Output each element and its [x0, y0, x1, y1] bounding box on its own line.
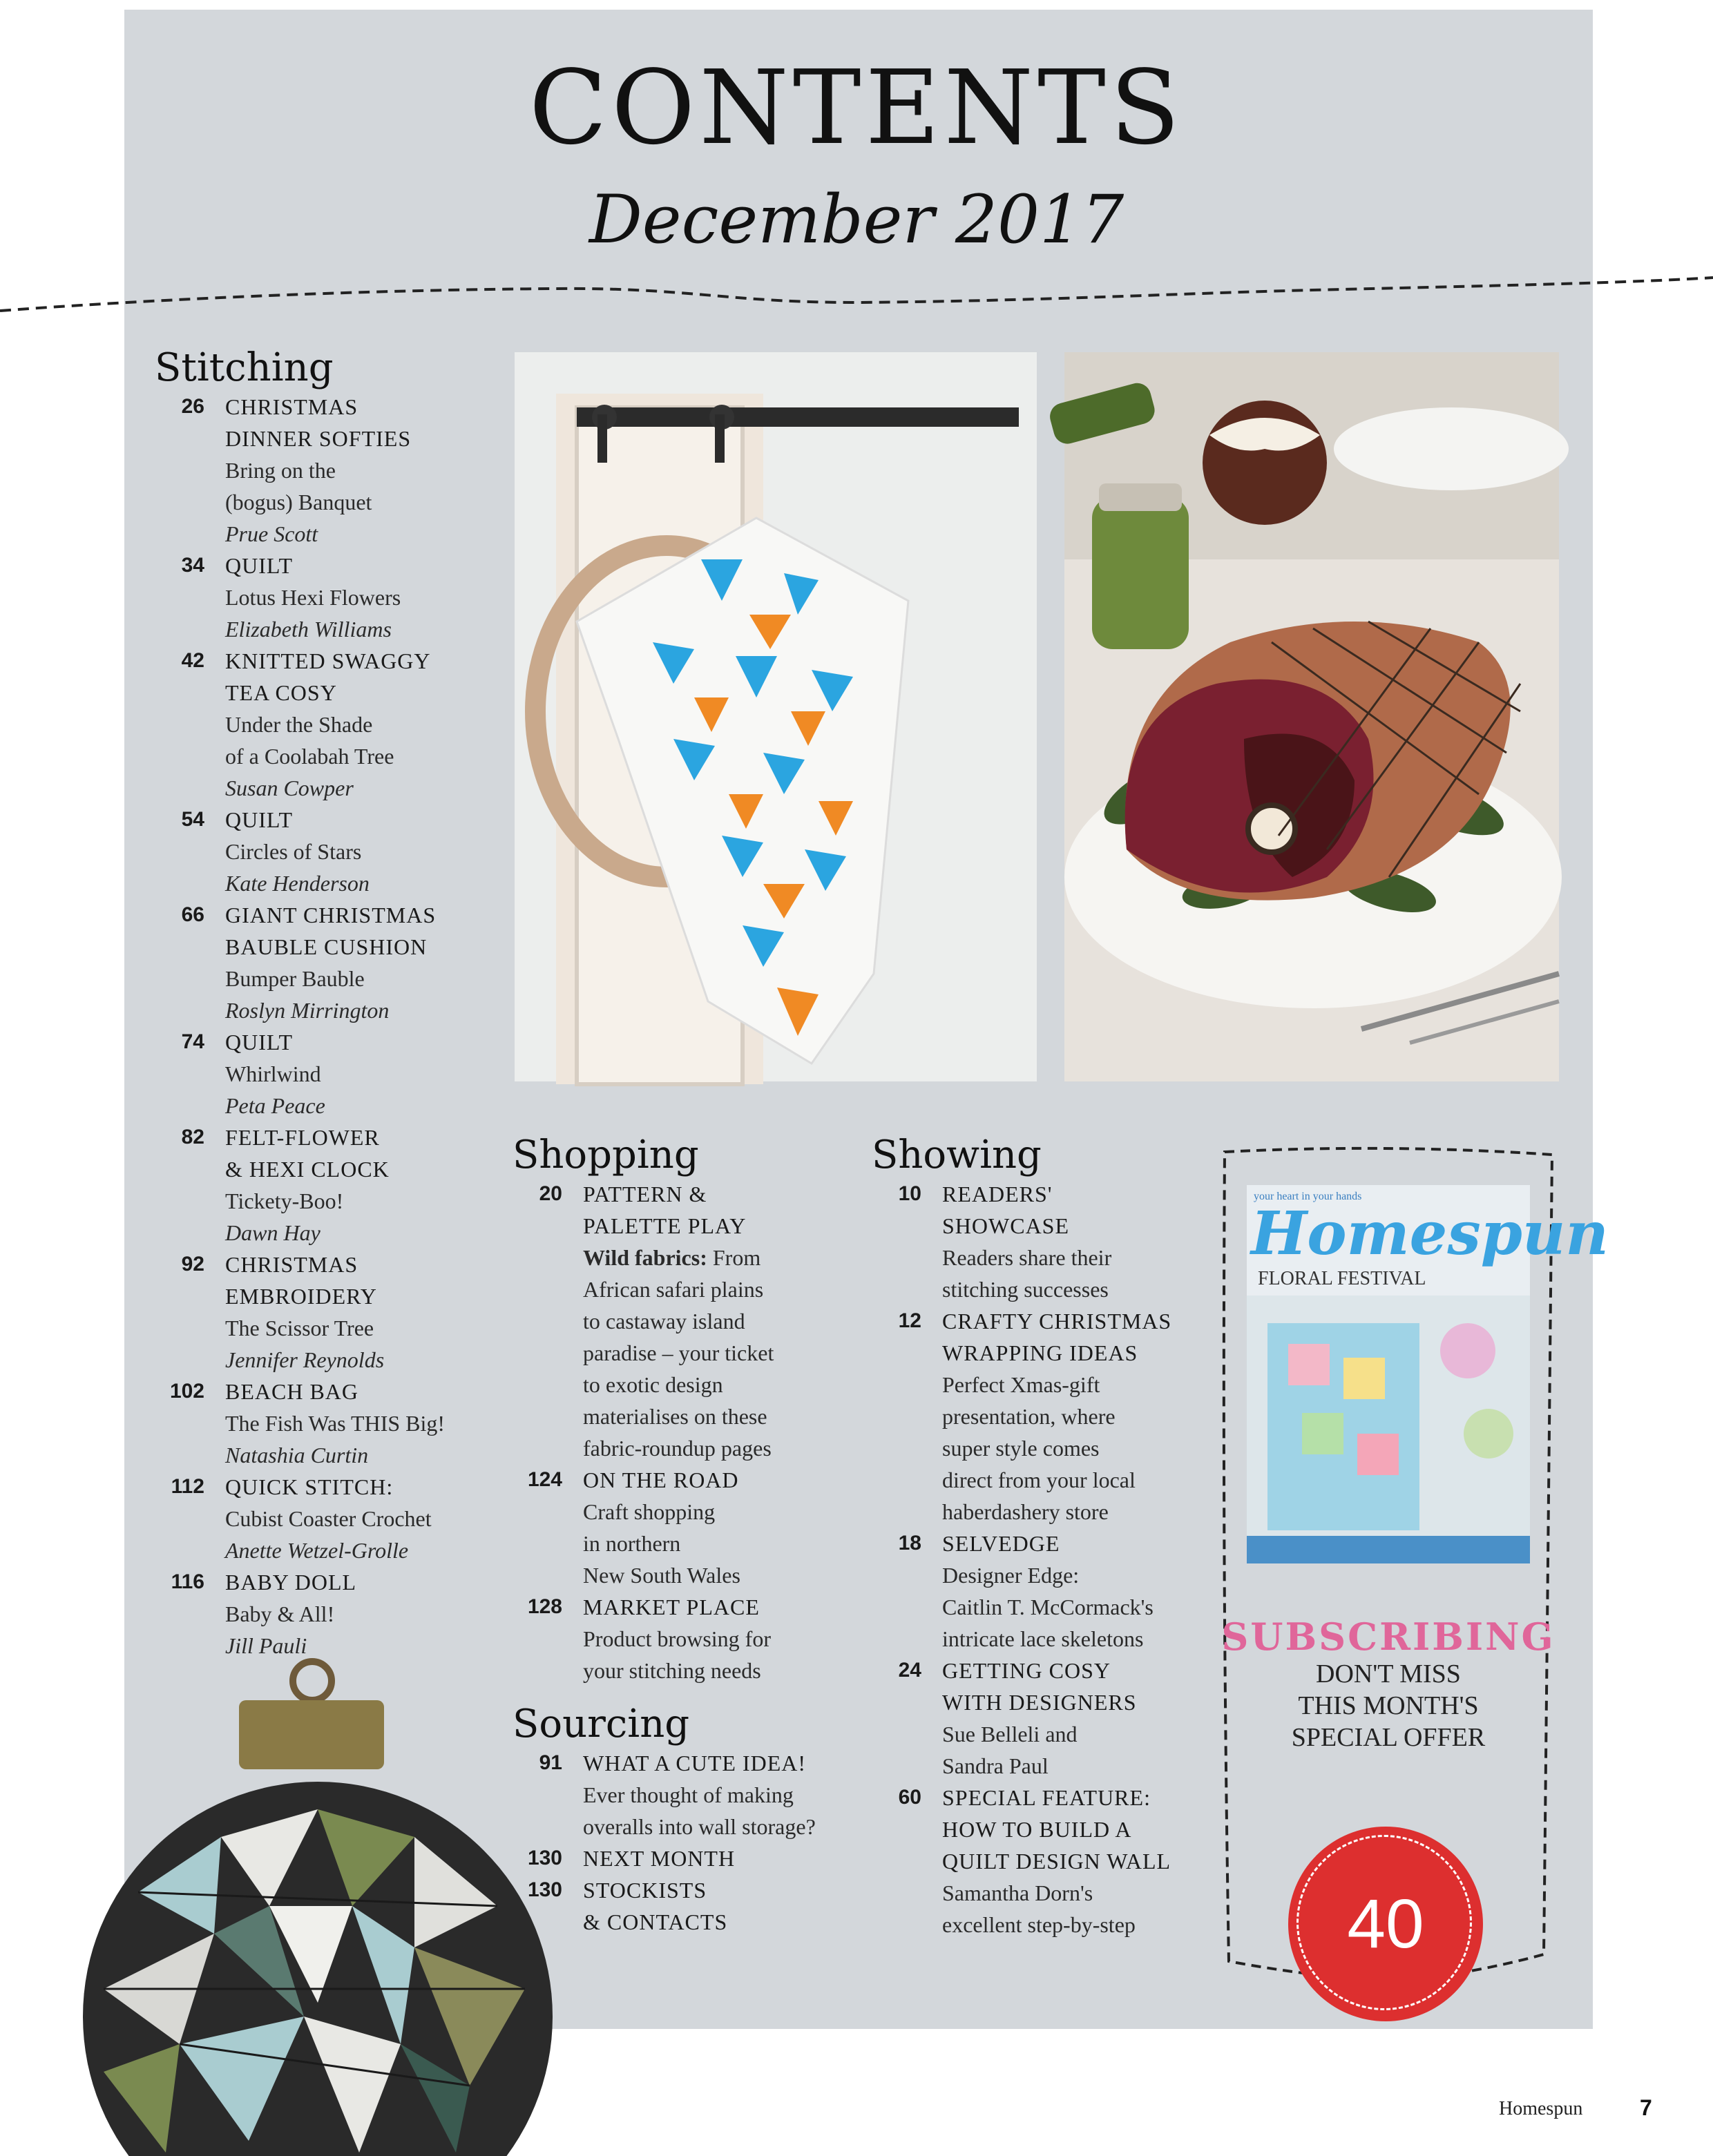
entry-page-number: 54: [181, 808, 204, 831]
entry-body: [583, 1464, 865, 1591]
entry-page-number: 112: [171, 1475, 204, 1498]
entry-desc: Designer Edge:: [942, 1563, 1080, 1588]
magazine-cover[interactable]: [1247, 1185, 1609, 1563]
entry-body: [225, 1249, 542, 1376]
entry-body: [583, 1747, 886, 1842]
issue-date: December 2017: [588, 181, 1125, 258]
entry-body: [225, 645, 542, 804]
entry-desc: presentation, where: [942, 1404, 1116, 1429]
entry-desc: materialises on these: [583, 1404, 767, 1429]
entry-desc: African safari plains: [583, 1277, 764, 1302]
entry-lead: Wild fabrics:: [583, 1245, 707, 1270]
entry-desc: direct from your local: [942, 1467, 1136, 1492]
entry-page-number: 10: [898, 1182, 921, 1205]
sourcing-list: [513, 1747, 886, 1938]
entry-body: [942, 1782, 1217, 1941]
offer-line-2: THIS MONTH'S: [1298, 1691, 1479, 1720]
entry-desc: Craft shopping: [583, 1499, 716, 1524]
entry-author: Dawn Hay: [225, 1220, 320, 1245]
stitching-list: [155, 391, 542, 1662]
entry-page-number: 116: [171, 1570, 204, 1593]
entry-title: CHRISTMAS: [225, 394, 358, 419]
contents-entry[interactable]: [155, 1566, 542, 1662]
ham-photo: [1064, 352, 1559, 1081]
entry-title: TEA COSY: [225, 680, 337, 705]
entry-title: CRAFTY CHRISTMAS: [942, 1309, 1172, 1334]
contents-entry[interactable]: [872, 1305, 1217, 1528]
contents-entry[interactable]: [513, 1842, 886, 1874]
entry-title: QUICK STITCH:: [225, 1474, 394, 1499]
entry-desc: Readers share their: [942, 1245, 1112, 1270]
entry-page-number: 74: [181, 1030, 204, 1053]
entry-body: [942, 1528, 1217, 1655]
entry-desc: intricate lace skeletons: [942, 1626, 1144, 1651]
entry-body: [225, 1026, 542, 1122]
contents-entry[interactable]: [155, 804, 542, 899]
contents-entry[interactable]: [155, 1122, 542, 1249]
entry-title: QUILT: [225, 1030, 294, 1055]
contents-entry[interactable]: [513, 1747, 886, 1842]
entry-body: [583, 1178, 865, 1464]
contents-entry[interactable]: [872, 1178, 1217, 1305]
contents-entry[interactable]: [155, 1376, 542, 1471]
entry-page-number: 60: [898, 1786, 921, 1809]
entry-title: SPECIAL FEATURE:: [942, 1785, 1151, 1810]
showing-section: [872, 1133, 1217, 1941]
cover-photo: [1247, 1296, 1530, 1563]
cover-brand: Homespun: [1251, 1199, 1609, 1269]
entry-title: STOCKISTS: [583, 1878, 707, 1903]
entry-body: [225, 899, 542, 1026]
shopping-list: [513, 1178, 865, 1686]
entry-desc: [583, 1242, 865, 1273]
entry-desc: Product browsing for: [583, 1626, 771, 1651]
contents-entry[interactable]: [155, 1026, 542, 1122]
entry-desc: The Fish Was THIS Big!: [225, 1411, 446, 1436]
contents-entry[interactable]: [155, 1471, 542, 1566]
cover-feature: FLORAL FESTIVAL: [1258, 1268, 1426, 1289]
entry-page-number: 128: [527, 1595, 562, 1618]
badge-page-number: 40: [1347, 1885, 1424, 1963]
shopping-section: [513, 1133, 865, 1686]
entry-body: [942, 1655, 1217, 1782]
entry-desc: Sandra Paul: [942, 1753, 1049, 1778]
entry-desc: Samantha Dorn's: [942, 1880, 1093, 1905]
showing-list: [872, 1178, 1217, 1941]
entry-page-number: 20: [539, 1182, 562, 1205]
entry-desc: Lotus Hexi Flowers: [225, 585, 401, 610]
entry-title: PALETTE PLAY: [583, 1213, 747, 1238]
entry-page-number: 42: [181, 649, 204, 672]
entry-title: WHAT A CUTE IDEA!: [583, 1751, 807, 1775]
entry-page-number: 130: [527, 1878, 562, 1901]
contents-entry[interactable]: [872, 1655, 1217, 1782]
contents-entry[interactable]: [155, 1249, 542, 1376]
entry-page-number: 102: [169, 1380, 204, 1403]
entry-title: KNITTED SWAGGY: [225, 648, 431, 673]
sourcing-section: [513, 1702, 886, 1938]
entry-page-number: 130: [527, 1847, 562, 1869]
entry-title: GIANT CHRISTMAS: [225, 903, 437, 927]
entry-desc: Tickety-Boo!: [225, 1188, 344, 1213]
entry-page-number: 92: [181, 1253, 204, 1276]
entry-title: CHRISTMAS: [225, 1252, 358, 1277]
entry-page-number: 24: [898, 1659, 921, 1682]
contents-entry[interactable]: [872, 1528, 1217, 1655]
entry-author: Jennifer Reynolds: [225, 1347, 385, 1372]
entry-title: & HEXI CLOCK: [225, 1157, 390, 1182]
entry-author: Prue Scott: [225, 521, 318, 546]
entry-desc: of a Coolabah Tree: [225, 744, 394, 769]
contents-entry[interactable]: [155, 550, 542, 645]
entry-desc: your stitching needs: [583, 1658, 761, 1683]
contents-entry[interactable]: [155, 645, 542, 804]
entry-title: SHOWCASE: [942, 1213, 1070, 1238]
entry-title: FELT-FLOWER: [225, 1125, 380, 1150]
entry-title: WRAPPING IDEAS: [942, 1340, 1138, 1365]
entry-page-number: 91: [539, 1751, 562, 1774]
section-heading-sourcing: Sourcing: [513, 1702, 690, 1746]
page-badge[interactable]: [1288, 1827, 1483, 2021]
entry-author: Elizabeth Williams: [225, 617, 392, 642]
entry-title: QUILT: [225, 807, 294, 832]
entry-desc: to exotic design: [583, 1372, 723, 1397]
entry-title: PATTERN &: [583, 1182, 707, 1206]
entry-title: READERS': [942, 1182, 1053, 1206]
entry-title: & CONTACTS: [583, 1909, 728, 1934]
entry-desc: Cubist Coaster Crochet: [225, 1506, 432, 1531]
entry-desc-text: From: [707, 1245, 761, 1270]
entry-desc: Perfect Xmas-gift: [942, 1372, 1100, 1397]
entry-title: QUILT DESIGN WALL: [942, 1849, 1171, 1874]
section-heading-stitching: Stitching: [155, 345, 334, 390]
stitching-section: [155, 345, 542, 1662]
entry-title: QUILT: [225, 553, 294, 578]
entry-desc: fabric-roundup pages: [583, 1436, 772, 1461]
entry-author: Natashia Curtin: [225, 1443, 369, 1467]
entry-desc: Whirlwind: [225, 1061, 321, 1086]
entry-body: [583, 1874, 886, 1938]
entry-title: WITH DESIGNERS: [942, 1690, 1137, 1715]
bauble-cushion-photo: [41, 1657, 525, 2153]
entry-desc: (bogus) Banquet: [225, 490, 372, 514]
entry-desc: stitching successes: [942, 1277, 1109, 1302]
entry-desc: Circles of Stars: [225, 839, 362, 864]
entry-desc: overalls into wall storage?: [583, 1814, 816, 1839]
footer-page-number: 7: [1640, 2095, 1652, 2120]
entry-body: [942, 1178, 1217, 1305]
entry-body: [225, 1566, 542, 1662]
entry-page-number: 66: [181, 903, 204, 926]
entry-page-number: 26: [181, 395, 204, 418]
page-title: CONTENTS: [528, 48, 1185, 167]
entry-title: GETTING COSY: [942, 1658, 1111, 1683]
entry-page-number: 18: [898, 1532, 921, 1555]
entry-author: Jill Pauli: [225, 1633, 307, 1658]
contents-entry[interactable]: [513, 1464, 865, 1591]
entry-desc: Sue Belleli and: [942, 1722, 1078, 1746]
entry-author: Kate Henderson: [225, 871, 370, 896]
entry-desc: Caitlin T. McCormack's: [942, 1595, 1154, 1619]
entry-desc: super style comes: [942, 1436, 1100, 1461]
footer-brand: Homespun: [1499, 2098, 1583, 2119]
entry-author: Susan Cowper: [225, 776, 354, 800]
cover-tagline: your heart in your hands: [1254, 1191, 1362, 1202]
quilt-photo: [515, 352, 1037, 1081]
entry-page-number: 12: [898, 1309, 921, 1332]
entry-desc: Bring on the: [225, 458, 336, 483]
entry-body: [225, 391, 542, 550]
contents-entry[interactable]: [155, 899, 542, 1026]
offer-line-1: DON'T MISS: [1316, 1659, 1461, 1688]
contents-entry[interactable]: [872, 1782, 1217, 1941]
entry-title: BAUBLE CUSHION: [225, 934, 428, 959]
subscribe-box[interactable]: [1219, 1146, 1609, 1989]
contents-entry[interactable]: [155, 391, 542, 550]
entry-author: Anette Wetzel-Grolle: [225, 1538, 409, 1563]
entry-desc: paradise – your ticket: [583, 1340, 774, 1365]
entry-desc: New South Wales: [583, 1563, 740, 1588]
entry-desc: to castaway island: [583, 1309, 745, 1334]
entry-body: [942, 1305, 1217, 1528]
entry-title: ON THE ROAD: [583, 1467, 739, 1492]
wavy-dashed-divider: [0, 269, 1713, 325]
entry-desc: Bumper Bauble: [225, 966, 365, 991]
entry-body: [225, 1471, 542, 1566]
entry-desc: Baby & All!: [225, 1601, 335, 1626]
entry-page-number: 34: [181, 554, 204, 577]
entry-body: [225, 1376, 542, 1471]
entry-desc: in northern: [583, 1531, 681, 1556]
entry-page-number: 124: [527, 1468, 562, 1491]
entry-author: Roslyn Mirrington: [225, 998, 390, 1023]
contents-entry[interactable]: [513, 1874, 886, 1938]
entry-body: [225, 804, 542, 899]
entry-desc: Under the Shade: [225, 712, 373, 737]
entry-body: [225, 1122, 542, 1249]
entry-title: EMBROIDERY: [225, 1284, 377, 1309]
entry-title: SELVEDGE: [942, 1531, 1060, 1556]
entry-body: [225, 550, 542, 645]
entry-page-number: 82: [181, 1126, 204, 1148]
entry-title: BABY DOLL: [225, 1570, 357, 1595]
section-heading-shopping: Shopping: [513, 1133, 699, 1177]
subscribing-heading: SUBSCRIBING: [1221, 1615, 1556, 1659]
entry-desc: The Scissor Tree: [225, 1316, 374, 1340]
offer-line-3: SPECIAL OFFER: [1291, 1723, 1486, 1752]
contents-entry[interactable]: [513, 1591, 865, 1686]
section-heading-showing: Showing: [872, 1133, 1042, 1177]
entry-body: [583, 1842, 886, 1874]
entry-body: [583, 1591, 865, 1686]
entry-title: BEACH BAG: [225, 1379, 359, 1404]
entry-title: HOW TO BUILD A: [942, 1817, 1132, 1842]
entry-title: NEXT MONTH: [583, 1846, 736, 1871]
contents-entry[interactable]: [513, 1178, 865, 1464]
entry-desc: haberdashery store: [942, 1499, 1109, 1524]
entry-author: Peta Peace: [225, 1093, 325, 1118]
entry-title: DINNER SOFTIES: [225, 426, 412, 451]
entry-title: MARKET PLACE: [583, 1595, 760, 1619]
entry-desc: excellent step-by-step: [942, 1912, 1136, 1937]
entry-desc: Ever thought of making: [583, 1782, 794, 1807]
